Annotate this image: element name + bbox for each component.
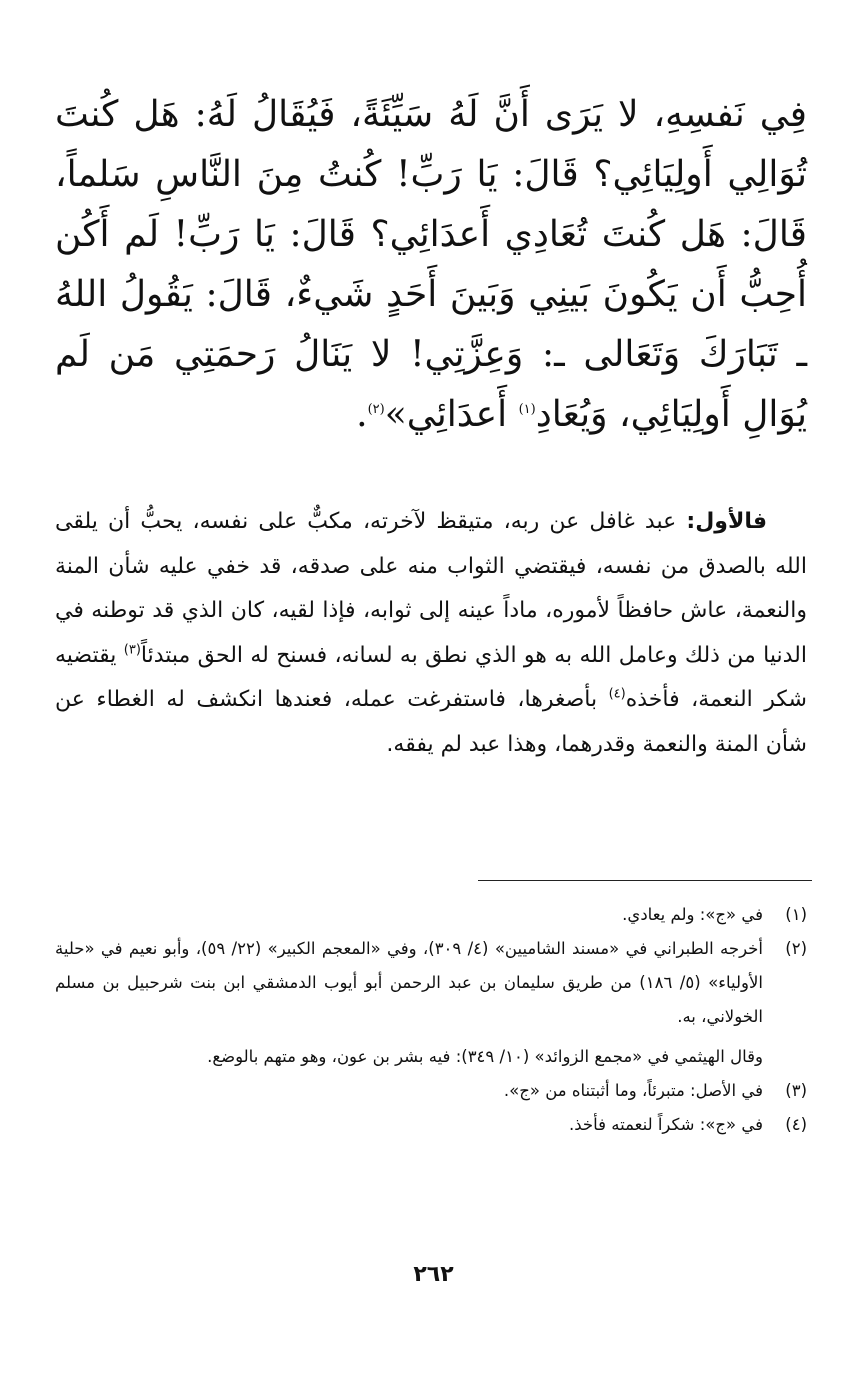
footnote-body xyxy=(55,1108,763,1142)
footnote-paragraph: أخرجه الطبراني في «مسند الشاميين» (٤/ ٣٠٩)، وفي «المعجم الكبير» (٢٢/ ٥٩)، وأبو نعيم في «حلية الأولياء» (٥/ ١٨٦) من طريق سليمان بن عبد الرحمن أبو أيوب الدمشقي ابن بنت شرحبيل بن مسلم الخولاني، به. xyxy=(55,939,763,1026)
footnote-paragraph: في «ج»: شكراً لنعمته فأخذ. xyxy=(569,1115,763,1134)
paragraph-lead-word: فالأول: xyxy=(686,509,767,534)
footnote-3 xyxy=(55,1074,807,1108)
footnote-ref-1[interactable]: (١) xyxy=(518,402,536,417)
footnote-1 xyxy=(55,898,807,932)
commentary-text-part-2: يقتضيه شكر النعمة، فأخذه xyxy=(55,642,807,712)
footnote-ref-2[interactable]: (٢) xyxy=(367,402,385,417)
commentary-text-part-1: عبد غافل عن ربه، متيقظ لآخرته، مكبٌّ على نفسه، يحبُّ أن يلقى الله بالصدق من نفسه، فيقتضي الثواب منه على صدقه، قد خفي عليه شأن المنة والنعمة، عاش حافظاً لأموره، ماداً عينه إلى ثوابه، فإذا لقيه، كان الذي قد توطنه في الدنيا من ذلك وعامل الله به هو الذي نطق به لسانه، فسنح له الحق مبتدئاً xyxy=(55,509,807,668)
footnote-ref-3[interactable]: (٣) xyxy=(123,642,141,658)
hadith-text-part-1: فِي نَفسِهِ، لا يَرَى أَنَّ لَهُ سَيِّئَةً، فَيُقَالُ لَهُ: هَل كُنتَ تُوَالِي أَولِيَائِي؟ قَالَ: يَا رَبِّ! كُنتُ مِنَ النَّاسِ سَلماً، قَالَ: هَل كُنتَ تُعَادِي أَعدَائِي؟ قَالَ: يَا رَبِّ! لَم أَكُن أُحِبُّ أَن يَكُونَ بَينِي وَبَينَ أَحَدٍ شَيءٌ، قَالَ: يَقُولُ اللهُ ـ تَبَارَكَ وَتَعَالى ـ: وَعِزَّتِي! لا يَنَالُ رَحمَتِي مَن لَم يُوَالِ أَولِيَائِي، وَيُعَادِ xyxy=(55,94,807,435)
commentary-text-part-3: بأصغرها، فاستفرغت عمله، فعندها انكشف له الغطاء عن شأن المنة والنعمة وقدرهما، وهذا عبد لم يفقه. xyxy=(55,687,807,757)
hadith-text-part-2: أَعدَائِي» xyxy=(384,394,519,435)
footnotes-section xyxy=(55,898,807,1142)
footnote-body xyxy=(55,932,763,1074)
page-number: ٢٦٢ xyxy=(413,1262,454,1287)
hadith-text xyxy=(55,85,807,445)
footnote-number: (٤) xyxy=(785,1115,807,1134)
commentary-paragraph xyxy=(55,500,807,767)
footnote-ref-4[interactable]: (٤) xyxy=(608,686,626,702)
footnote-separator xyxy=(478,880,812,881)
footnote-4 xyxy=(55,1108,807,1142)
footnote-paragraph: وقال الهيثمي في «مجمع الزوائد» (١٠/ ٣٤٩): فيه بشر بن عون، وهو متهم بالوضع. xyxy=(207,1047,763,1066)
hadith-text-part-3: . xyxy=(356,394,368,435)
footnote-paragraph: في «ج»: ولم يعادي. xyxy=(622,905,763,924)
footnote-number: (١) xyxy=(785,905,807,924)
footnote-2 xyxy=(55,932,807,1074)
footnote-number: (٢) xyxy=(785,939,807,958)
footnote-paragraph: في الأصل: متبرئاً، وما أثبتناه من «ج». xyxy=(503,1081,763,1100)
footnote-body xyxy=(55,898,763,932)
footnote-number: (٣) xyxy=(785,1081,807,1100)
footnote-body xyxy=(55,1074,763,1108)
